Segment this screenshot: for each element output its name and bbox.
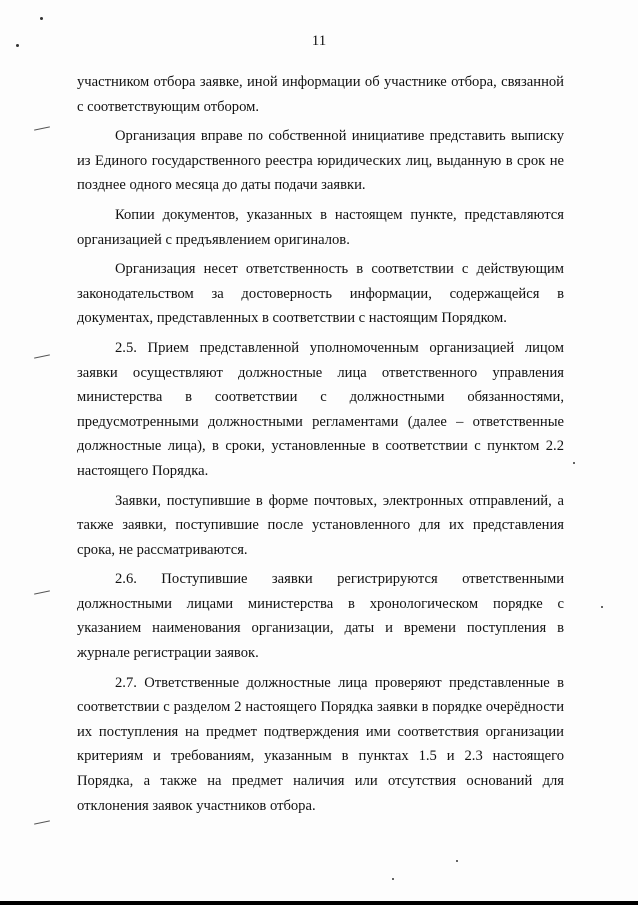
margin-mark	[34, 820, 50, 824]
scan-edge	[0, 901, 638, 905]
paragraph: 2.7. Ответственные должностные лица проверяют представленные в соответствии с разделом 2 настоящего Порядка заявки в порядке очерёдности их поступления на предмет подтверждения ими соответствия организации критериям и требованиям, указанным в пунктах 1.5 и 2.3 настоящего Порядка, а также на предмет наличия или отсутствия оснований для отклонения заявок участников отбора.	[77, 674, 564, 814]
scan-speck	[573, 462, 575, 464]
paragraph: 2.5. Прием представленной уполномоченным организацией лицом заявки осуществляют должностные лица ответственного управления министерства в соответствии с должностными обязанностями, предусмотренными должностными регламентами (далее – ответственные должностные лица), в сроки, установленные в соответствии с пунктом 2.2 настоящего Порядка.	[77, 339, 564, 479]
paragraph: Организация вправе по собственной инициативе представить выписку из Единого государственного реестра юридических лиц, выданную в срок не позднее одного месяца до даты подачи заявки.	[77, 128, 564, 194]
scan-speck	[392, 878, 394, 880]
scan-speck	[456, 860, 458, 862]
margin-mark	[34, 126, 50, 130]
paragraph: Заявки, поступившие в форме почтовых, электронных отправлений, а также заявки, поступившие после установленного для их представления срока, не рассматриваются.	[77, 492, 564, 558]
paragraph: Копии документов, указанных в настоящем пункте, представляются организацией с предъявлением оригиналов.	[77, 206, 564, 248]
paragraph: 2.6. Поступившие заявки регистрируются ответственными должностными лицами министерства в хронологическом порядке с указанием наименования организации, даты и времени поступления в журнале регистрации заявок.	[77, 571, 564, 662]
paragraph: Организация несет ответственность в соответствии с действующим законодательством за достоверность информации, содержащейся в документах, представленных в соответствии с настоящим Порядком.	[77, 261, 564, 327]
margin-mark	[34, 354, 50, 358]
document-body	[77, 70, 564, 823]
page-number: 11	[311, 33, 327, 49]
scan-speck	[601, 606, 603, 608]
margin-mark	[34, 590, 50, 594]
paragraph: участником отбора заявке, иной информации об участнике отбора, связанной с соответствующим отбором.	[77, 74, 564, 115]
scan-speck	[40, 17, 43, 20]
